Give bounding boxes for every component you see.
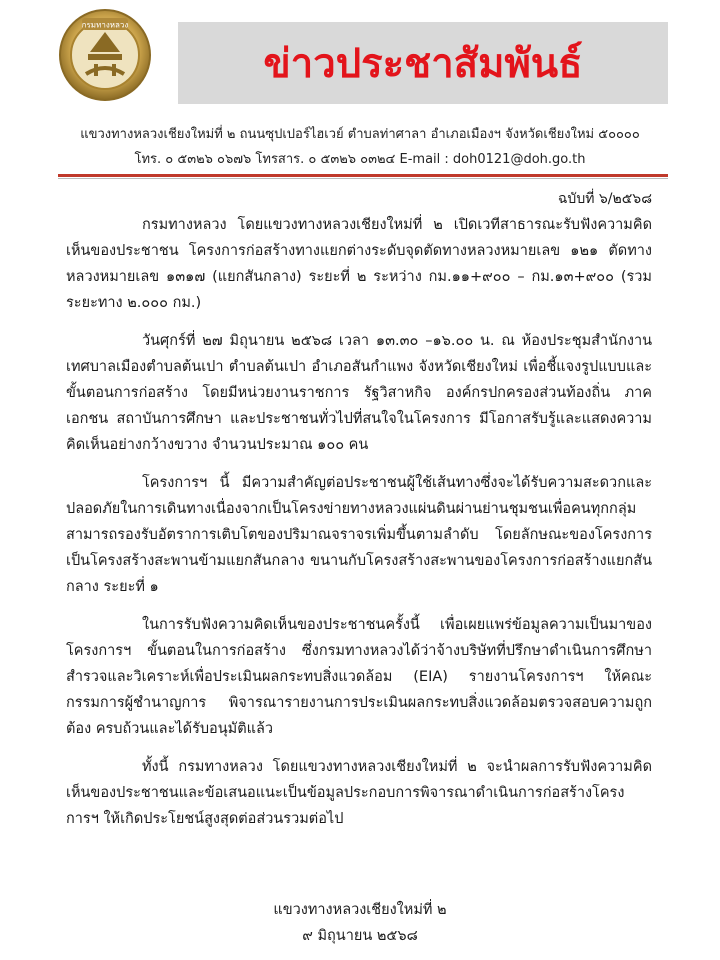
issue-number: ฉบับที่ ๖/๒๕๖๘ [557, 191, 652, 207]
address-line: แขวงทางหลวงเชียงใหม่ที่ ๒ ถนนซุปเปอร์ไฮเวย์ ตำบลท่าศาลา อำเภอเมืองฯ จังหวัดเชียงใหม่ ๕๐๐๐๐ [80, 127, 640, 142]
paragraph: ในการรับฟังความคิดเห็นของประชาชนครั้งนี้ เพื่อเผยแพร่ข้อมูลความเป็นมาของโครงการฯ ขั้นตอนในการก่อสร้าง ซึ่งกรมทางหลวงได้ว่าจ้างบริษัทที่ปรึกษาดำเนินการศึกษา สำรวจและวิเคราะห์เพื่อประเมินผลกระทบสิ่งแวดล้อม (EIA) รายงานโครงการฯ ให้คณะกรรมการผู้ชำนาญการ พิจารณารายงานการประเมินผลกระทบสิ่งแวดล้อมตรวจสอบความถูกต้อง ครบถ้วนและได้รับอนุมัติแล้ว [66, 617, 652, 737]
logo-text: กรมทางหลวง [81, 20, 129, 30]
paragraph: วันศุกร์ที่ ๒๗ มิถุนายน ๒๕๖๘ เวลา ๑๓.๓๐ –๑๖.๐๐ น. ณ ห้องประชุมสำนักงานเทศบาลเมืองตำบลต้นเปา ตำบลต้นเปา อำเภอสันกำแพง จังหวัดเชียงใหม่ เพื่อชี้แจงรูปแบบและขั้นตอนการก่อสร้าง โดยมีหน่วยงานราชการ รัฐวิสาหกิจ องค์กรปกครองส่วนท้องถิ่น ภาคเอกชน สถาบันการศึกษา และประชาชนทั่วไปที่สนใจในโครงการ มีโอกาสรับรู้และแสดงความคิดเห็นอย่างกว้างขวาง จำนวนประมาณ ๑๐๐ คน [66, 333, 652, 453]
page-title: ข่าวประชาสัมพันธ์ [263, 40, 583, 87]
paragraph: กรมทางหลวง โดยแขวงทางหลวงเชียงใหม่ที่ ๒ เปิดเวทีสาธารณะรับฟังความคิดเห็นของประชาชน โครงการก่อสร้างทางแยกต่างระดับจุดตัดทางหลวงหมายเลข ๑๒๑ ตัดทางหลวงหมายเลข ๑๓๑๗ (แยกสันกลาง) ระยะที่ ๒ ระหว่าง กม.๑๑+๙๐๐ – กม.๑๓+๙๐๐ (รวมระยะทาง ๒.๐๐๐ กม.) [66, 217, 652, 311]
department-of-highways-logo [58, 8, 152, 102]
press-release-body [66, 212, 652, 844]
header-divider [58, 174, 668, 177]
title-banner [178, 22, 668, 104]
contact-line: โทร. ๐ ๕๓๒๖ ๐๖๗๖ โทรสาร. ๐ ๕๓๒๖ ๐๓๒๔ E-mail : doh0121@doh.go.th [134, 152, 586, 167]
paragraph: โครงการฯ นี้ มีความสำคัญต่อประชาชนผู้ใช้เส้นทางซึ่งจะได้รับความสะดวกและปลอดภัยในการเดินทางเนื่องจากเป็นโครงข่ายทางหลวงแผ่นดินผ่านย่านชุมชนเพื่อคนทุกกลุ่มสามารถรองรับอัตราการเติบโตของปริมาณจราจรเพิ่มขึ้นตามลำดับ โดยลักษณะของโครงการเป็นโครงสร้างสะพานข้ามแยกสันกลาง ขนานกับโครงสร้างสะพานของโครงการก่อสร้างแยกสันกลาง ระยะที่ ๑ [66, 475, 652, 595]
header-divider-thin [58, 178, 668, 179]
paragraph: ทั้งนี้ กรมทางหลวง โดยแขวงทางหลวงเชียงใหม่ที่ ๒ จะนำผลการรับฟังความคิดเห็นของประชาชนและข้อเสนอแนะเป็นข้อมูลประกอบการพิจารณาดำเนินการก่อสร้างโครงการฯ ให้เกิดประโยชน์สูงสุดต่อส่วนรวมต่อไป [66, 759, 652, 827]
signature-date: ๙ มิถุนายน ๒๕๖๘ [302, 928, 418, 944]
signature-office: แขวงทางหลวงเชียงใหม่ที่ ๒ [273, 902, 447, 918]
